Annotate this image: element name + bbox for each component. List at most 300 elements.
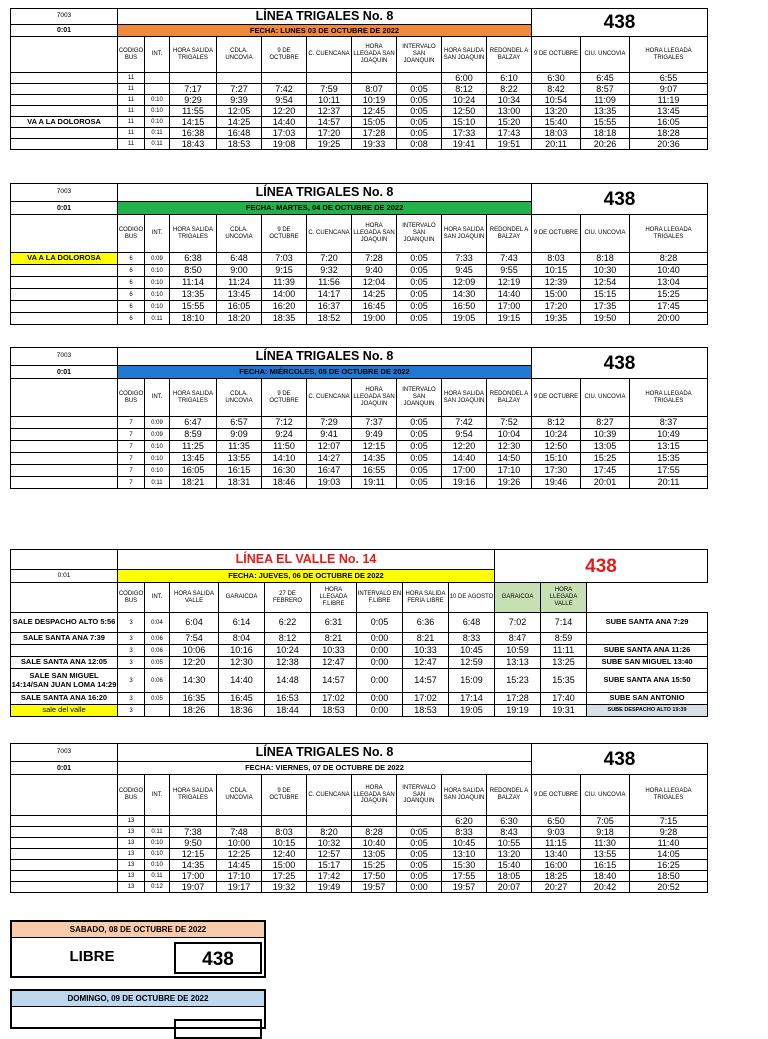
interval-value: 0:10 [145, 453, 170, 465]
time-cell: 17:55 [442, 871, 487, 882]
time-cell: 16:25 [630, 860, 708, 871]
time-cell: 14:45 [217, 860, 262, 871]
interval-value: 0:11 [145, 139, 170, 150]
schedule-table [10, 743, 708, 893]
time-cell: 10:24 [532, 429, 581, 441]
route-code: 7003 [11, 9, 118, 25]
row-note [11, 849, 118, 860]
time-cell: 15:35 [630, 453, 708, 465]
time-cell: 11:35 [217, 441, 262, 453]
interval-value: 0:10 [145, 849, 170, 860]
time-cell: 20:26 [581, 139, 630, 150]
time-cell: 0:00 [357, 669, 403, 693]
time-cell: 17:20 [532, 301, 581, 313]
sunday-date: DOMINGO, 09 DE OCTUBRE DE 2022 [12, 991, 264, 1007]
time-cell: 7:29 [307, 417, 352, 429]
col-header: INT. [145, 583, 170, 613]
bus-code: 3 [118, 657, 145, 669]
bus-code: 11 [118, 139, 145, 150]
time-cell: 10:33 [311, 645, 357, 657]
time-cell: 0:05 [397, 117, 442, 128]
col-header: 9 DE OCTUBRE [262, 37, 307, 73]
col-header: CIU. UNCOVIA [581, 379, 630, 417]
row-note [11, 860, 118, 871]
time-cell: 17:25 [262, 871, 307, 882]
time-cell: 16:05 [170, 465, 217, 477]
time-cell: 13:55 [217, 453, 262, 465]
bus-code: 3 [118, 645, 145, 657]
time-cell: 16:48 [217, 128, 262, 139]
time-cell: 11:14 [170, 277, 217, 289]
col-header: C. CUENCANA [307, 775, 352, 816]
time-cell: 8:47 [495, 633, 541, 645]
time-cell: 7:37 [352, 417, 397, 429]
time-cell: 9:07 [630, 84, 708, 95]
bus-code: 3 [118, 633, 145, 645]
table-row [11, 871, 708, 882]
col-header: REDONDEL A BALZAY [487, 775, 532, 816]
time-cell: 15:25 [630, 289, 708, 301]
time-cell: 17:33 [442, 128, 487, 139]
time-cell: 14:48 [265, 669, 311, 693]
col-header: HORA LLEGADA SAN JOAQUIN [352, 37, 397, 73]
sunday-box [10, 989, 266, 1029]
time-cell: 14:40 [219, 669, 265, 693]
table-row [11, 827, 708, 838]
col-header: CODIGO BUS [118, 379, 145, 417]
col-header: REDONDEL A BALZAY [487, 37, 532, 73]
time-cell: 14:35 [170, 860, 217, 871]
time-cell: 11:39 [262, 277, 307, 289]
bus-code: 11 [118, 84, 145, 95]
time-cell: 8:43 [487, 827, 532, 838]
time-value: 0:01 [11, 202, 118, 215]
time-cell: 17:02 [403, 693, 449, 705]
time-cell: 13:55 [581, 849, 630, 860]
col-header: INTERVALO SAN JOANQUIN [397, 37, 442, 73]
row-note [11, 453, 118, 465]
row-note [11, 465, 118, 477]
interval-value: 0:11 [145, 827, 170, 838]
row-note [11, 128, 118, 139]
time-cell: 17:50 [352, 871, 397, 882]
time-cell: 18:40 [581, 871, 630, 882]
col-header: REDONDEL A BALZAY [487, 379, 532, 417]
time-cell: 7:28 [352, 253, 397, 265]
col-header: HORA LLEGADA TRIGALES [630, 37, 708, 73]
schedule-date: FECHA: JUEVES, 06 DE OCTUBRE DE 2022 [118, 570, 495, 583]
time-cell: 8:27 [581, 417, 630, 429]
time-cell: 8:21 [311, 633, 357, 645]
time-cell: 6:10 [487, 73, 532, 84]
time-cell: 7:05 [581, 816, 630, 827]
route-code: 7003 [11, 744, 118, 762]
bus-code: 7 [118, 441, 145, 453]
col-header: HORA LLEGADA SAN JOAQUIN [352, 215, 397, 253]
interval-value: 0:06 [145, 633, 170, 645]
table-row [11, 838, 708, 849]
interval-value [145, 705, 170, 717]
time-cell: 10:40 [630, 265, 708, 277]
time-cell: 20:42 [581, 882, 630, 893]
row-note [11, 313, 118, 325]
bus-code: 13 [118, 827, 145, 838]
row-note [11, 106, 118, 117]
time-cell: 6:38 [170, 253, 217, 265]
time-cell: 17:40 [541, 693, 587, 705]
time-cell [170, 816, 217, 827]
col-header: HORA SALIDA FERIA LIBRE [403, 583, 449, 613]
time-value: 0:01 [11, 25, 118, 37]
time-cell: 7:15 [630, 816, 708, 827]
row-remark [587, 633, 708, 645]
time-cell: 13:45 [630, 106, 708, 117]
time-cell: 19:08 [262, 139, 307, 150]
time-cell: 13:45 [170, 453, 217, 465]
time-cell: 13:15 [630, 441, 708, 453]
time-cell: 19:07 [170, 882, 217, 893]
time-cell: 10:40 [352, 838, 397, 849]
schedule-table [10, 549, 708, 717]
time-cell: 18:20 [217, 313, 262, 325]
interval-value: 0:10 [145, 838, 170, 849]
time-cell: 18:53 [217, 139, 262, 150]
time-cell: 20:01 [581, 477, 630, 489]
time-cell: 6:31 [311, 613, 357, 633]
time-cell: 12:54 [581, 277, 630, 289]
col-header: 27 DE FEBRERO [265, 583, 311, 613]
table-row [11, 106, 708, 117]
time-cell: 9:54 [442, 429, 487, 441]
time-cell [397, 73, 442, 84]
time-cell: 16:55 [352, 465, 397, 477]
time-cell: 18:05 [487, 871, 532, 882]
table-row [11, 117, 708, 128]
time-cell: 8:28 [352, 827, 397, 838]
time-cell: 18:10 [170, 313, 217, 325]
time-cell: 14:57 [403, 669, 449, 693]
time-cell: 16:15 [217, 465, 262, 477]
interval-value: 0:12 [145, 882, 170, 893]
time-cell: 10:24 [442, 95, 487, 106]
time-cell: 10:55 [487, 838, 532, 849]
time-cell: 12:04 [352, 277, 397, 289]
table-row [11, 705, 708, 717]
row-note [11, 871, 118, 882]
time-cell: 10:33 [403, 645, 449, 657]
bus-code: 7 [118, 465, 145, 477]
col-header: 9 DE OCTUBRE [532, 379, 581, 417]
bus-code: 7 [118, 429, 145, 441]
time-cell: 12:20 [170, 657, 219, 669]
bus-code: 6 [118, 265, 145, 277]
time-value: 0:01 [11, 762, 118, 775]
time-cell: 7:14 [541, 613, 587, 633]
bus-code: 3 [118, 613, 145, 633]
time-cell: 17:10 [217, 871, 262, 882]
row-note [11, 139, 118, 150]
time-cell: 6:50 [532, 816, 581, 827]
row-note: SALE SANTA ANA 12:05 [11, 657, 118, 669]
time-cell: 18:50 [630, 871, 708, 882]
time-cell: 12:20 [262, 106, 307, 117]
interval-value: 0:10 [145, 277, 170, 289]
col-header: 9 DE OCTUBRE [262, 215, 307, 253]
time-cell: 9:49 [352, 429, 397, 441]
time-cell: 18:18 [581, 128, 630, 139]
time-cell: 20:52 [630, 882, 708, 893]
interval-value: 0:10 [145, 465, 170, 477]
time-cell: 10:54 [532, 95, 581, 106]
time-cell: 12:20 [442, 441, 487, 453]
time-cell: 16:15 [581, 860, 630, 871]
time-cell: 9:29 [170, 95, 217, 106]
time-cell: 8:07 [352, 84, 397, 95]
bus-code: 11 [118, 73, 145, 84]
time-cell: 8:33 [442, 827, 487, 838]
col-header: C. CUENCANA [307, 379, 352, 417]
col-header: INTERVALO SAN JOANQUIN [397, 215, 442, 253]
time-cell: 17:10 [487, 465, 532, 477]
time-cell: 0:05 [397, 106, 442, 117]
time-cell: 7:03 [262, 253, 307, 265]
time-cell: 10:45 [449, 645, 495, 657]
col-header: CIU. UNCOVIA [581, 775, 630, 816]
time-cell: 12:50 [442, 106, 487, 117]
col-header: 9 DE OCTUBRE [262, 775, 307, 816]
time-cell [262, 73, 307, 84]
time-cell: 8:12 [265, 633, 311, 645]
col-header: HORA LLEGADA SAN JOAQUIN [352, 379, 397, 417]
schedule-monday [10, 8, 707, 150]
time-cell [397, 816, 442, 827]
time-cell: 15:00 [532, 289, 581, 301]
time-cell: 19:31 [541, 705, 587, 717]
row-remark: SUBE SAN ANTONIO [587, 693, 708, 705]
table-row [11, 693, 708, 705]
bus-code: 6 [118, 301, 145, 313]
time-cell: 12:59 [449, 657, 495, 669]
col-header: HORA LLEGADA F.LIBRE [311, 583, 357, 613]
time-cell: 17:00 [442, 465, 487, 477]
row-note [11, 289, 118, 301]
row-note: SALE SANTA ANA 16:20 [11, 693, 118, 705]
time-cell: 17:45 [581, 465, 630, 477]
time-cell: 9:00 [217, 265, 262, 277]
time-cell: 12:50 [532, 441, 581, 453]
time-cell: 6:55 [630, 73, 708, 84]
time-cell: 12:15 [352, 441, 397, 453]
schedule-tuesday [10, 183, 707, 325]
time-cell: 16:45 [219, 693, 265, 705]
col-header: HORA LLEGADA VALLE [541, 583, 587, 613]
route-title: LÍNEA TRIGALES No. 8 [118, 348, 532, 366]
time-cell: 8:20 [307, 827, 352, 838]
col-header: 9 DE OCTUBRE [262, 379, 307, 417]
col-header: INTERVALO EN F.LIBRE [357, 583, 403, 613]
time-cell: 14:30 [442, 289, 487, 301]
time-cell: 16:05 [630, 117, 708, 128]
col-header: HORA LLEGADA SAN JOAQUIN [352, 775, 397, 816]
route-title: LÍNEA EL VALLE No. 14 [118, 550, 495, 570]
time-cell: 0:05 [397, 417, 442, 429]
time-cell: 14:17 [307, 289, 352, 301]
interval-value: 0:06 [145, 645, 170, 657]
time-cell: 7:20 [307, 253, 352, 265]
table-row [11, 465, 708, 477]
time-cell: 12:09 [442, 277, 487, 289]
time-cell: 19:50 [581, 313, 630, 325]
time-cell: 17:20 [307, 128, 352, 139]
time-cell: 6:36 [403, 613, 449, 633]
time-cell: 0:00 [357, 645, 403, 657]
row-note [11, 277, 118, 289]
time-cell: 12:30 [487, 441, 532, 453]
time-cell: 12:40 [262, 849, 307, 860]
time-cell: 0:05 [397, 871, 442, 882]
time-cell: 8:33 [449, 633, 495, 645]
time-cell: 8:12 [532, 417, 581, 429]
col-header: HORA SALIDA SAN JOAQUIN [442, 775, 487, 816]
time-cell: 14:05 [630, 849, 708, 860]
time-cell: 16:00 [532, 860, 581, 871]
schedule-date: FECHA: MIÉRCOLES, 05 DE OCTUBRE DE 2022 [118, 366, 532, 379]
bus-code: 6 [118, 253, 145, 265]
time-cell: 15:40 [532, 117, 581, 128]
interval-value: 0:11 [145, 313, 170, 325]
time-cell: 18:46 [262, 477, 307, 489]
table-row [11, 277, 708, 289]
time-cell: 18:03 [532, 128, 581, 139]
bus-code: 3 [118, 693, 145, 705]
time-cell: 11:25 [170, 441, 217, 453]
col-header: HORA SALIDA TRIGALES [170, 379, 217, 417]
col-header: 9 DE OCTUBRE [532, 37, 581, 73]
time-cell: 13:20 [487, 849, 532, 860]
schedule-table [10, 183, 708, 325]
time-cell: 11:50 [262, 441, 307, 453]
time-cell: 13:25 [541, 657, 587, 669]
table-row [11, 73, 708, 84]
time-cell: 10:16 [219, 645, 265, 657]
time-cell: 18:21 [170, 477, 217, 489]
time-cell: 19:49 [307, 882, 352, 893]
time-cell: 15:09 [449, 669, 495, 693]
time-cell: 10:24 [265, 645, 311, 657]
time-cell: 15:15 [581, 289, 630, 301]
col-header: CODIGO BUS [118, 215, 145, 253]
time-cell: 19:16 [442, 477, 487, 489]
bus-code: 6 [118, 313, 145, 325]
row-note [11, 73, 118, 84]
time-cell: 17:14 [449, 693, 495, 705]
time-cell: 19:05 [449, 705, 495, 717]
time-cell: 8:59 [541, 633, 587, 645]
sunday-number-box [174, 1019, 262, 1039]
schedule-table [10, 347, 708, 489]
time-cell: 0:05 [357, 613, 403, 633]
col-header: HORA SALIDA SAN JOAQUIN [442, 37, 487, 73]
time-cell: 16:47 [307, 465, 352, 477]
time-cell: 0:00 [357, 633, 403, 645]
time-cell: 9:15 [262, 265, 307, 277]
table-row [11, 128, 708, 139]
time-cell: 14:40 [262, 117, 307, 128]
interval-value: 0:09 [145, 429, 170, 441]
bus-code: 6 [118, 277, 145, 289]
time-cell: 12:07 [307, 441, 352, 453]
table-row [11, 645, 708, 657]
col-header: GARAICOA [219, 583, 265, 613]
time-cell: 16:35 [170, 693, 219, 705]
col-header: CDLA. UNCOVIA [217, 215, 262, 253]
time-cell: 0:05 [397, 441, 442, 453]
bus-code: 13 [118, 871, 145, 882]
schedule-date: FECHA: VIERNES, 07 DE OCTUBRE DE 2022 [118, 762, 532, 775]
interval-value: 0:09 [145, 253, 170, 265]
time-cell: 6:14 [219, 613, 265, 633]
time-cell: 9:32 [307, 265, 352, 277]
time-cell: 18:28 [630, 128, 708, 139]
time-cell: 8:59 [170, 429, 217, 441]
col-header: CDLA. UNCOVIA [217, 775, 262, 816]
time-cell: 9:50 [170, 838, 217, 849]
col-header: HORA SALIDA SAN JOAQUIN [442, 379, 487, 417]
row-note [11, 301, 118, 313]
time-cell: 13:13 [495, 657, 541, 669]
time-cell: 0:05 [397, 277, 442, 289]
row-note [11, 429, 118, 441]
time-cell: 15:23 [495, 669, 541, 693]
time-cell: 16:20 [262, 301, 307, 313]
time-cell: 6:57 [217, 417, 262, 429]
col-header: C. CUENCANA [307, 37, 352, 73]
time-cell: 19:11 [352, 477, 397, 489]
time-cell: 19:33 [352, 139, 397, 150]
col-header: HORA SALIDA TRIGALES [170, 37, 217, 73]
time-cell: 15:05 [352, 117, 397, 128]
time-cell: 11:30 [581, 838, 630, 849]
row-remark: SUBE SAN MIGUEL 13:40 [587, 657, 708, 669]
time-cell: 18:26 [170, 705, 219, 717]
time-cell: 7:54 [170, 633, 219, 645]
bus-code: 13 [118, 838, 145, 849]
time-cell: 10:32 [307, 838, 352, 849]
time-cell: 11:11 [541, 645, 587, 657]
time-cell: 20:11 [532, 139, 581, 150]
time-cell: 17:30 [532, 465, 581, 477]
time-cell: 8:03 [262, 827, 307, 838]
time-cell: 7:02 [495, 613, 541, 633]
time-cell: 9:40 [352, 265, 397, 277]
bus-code: 11 [118, 128, 145, 139]
time-cell: 14:50 [487, 453, 532, 465]
bus-code: 11 [118, 106, 145, 117]
row-note [11, 95, 118, 106]
time-cell: 15:20 [487, 117, 532, 128]
time-cell: 15:55 [170, 301, 217, 313]
interval-value: 0:05 [145, 657, 170, 669]
interval-value: 0:11 [145, 871, 170, 882]
time-cell: 10:11 [307, 95, 352, 106]
time-cell: 8:57 [581, 84, 630, 95]
bus-code: 3 [118, 669, 145, 693]
interval-value [145, 84, 170, 95]
table-row [11, 860, 708, 871]
time-cell: 11:40 [630, 838, 708, 849]
time-cell: 11:09 [581, 95, 630, 106]
bus-code: 11 [118, 117, 145, 128]
